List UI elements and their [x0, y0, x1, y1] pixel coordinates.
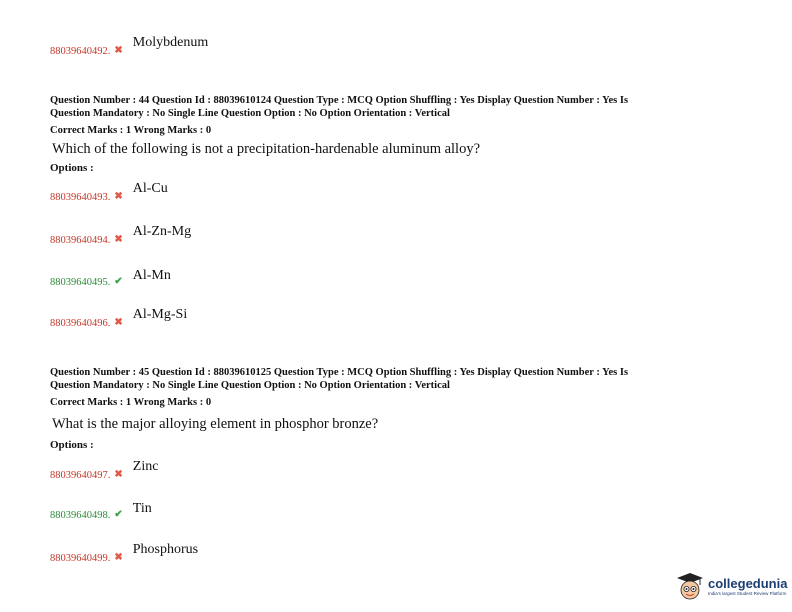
option-text: Phosphorus: [132, 542, 199, 557]
option-row: [50, 499, 152, 521]
question-meta-line: Question Mandatory : No Single Line Question Option : No Option Orientation : Vertical: [50, 108, 450, 119]
option-text: Al-Cu: [132, 181, 168, 196]
option-id: 88039640494.: [50, 235, 111, 246]
option-id: 88039640495.: [50, 277, 111, 288]
question-meta-line: Question Mandatory : No Single Line Question Option : No Option Orientation : Vertical: [50, 380, 450, 391]
check-icon: ✔: [114, 508, 123, 520]
option-id: 88039640492.: [50, 46, 111, 57]
logo-name: collegedunia: [708, 576, 788, 592]
question-meta: [50, 94, 750, 120]
option-text: Al-Mg-Si: [132, 307, 188, 322]
options-label: Options :: [50, 162, 94, 174]
option-id: 88039640499.: [50, 553, 111, 564]
option-id: 88039640497.: [50, 470, 111, 481]
question-marks: Correct Marks : 1 Wrong Marks : 0: [50, 397, 212, 408]
cross-icon: ✖: [114, 468, 123, 480]
options-label: Options :: [50, 439, 94, 451]
option-text: Al-Mn: [132, 268, 171, 283]
option-id: 88039640496.: [50, 318, 111, 329]
cross-icon: ✖: [114, 190, 123, 202]
cross-icon: ✖: [114, 44, 123, 56]
option-id: 88039640493.: [50, 192, 111, 203]
cross-icon: ✖: [114, 551, 123, 563]
question-meta: [50, 366, 750, 392]
question-meta-line: Question Number : 45 Question Id : 88039610125 Question Type : MCQ Option Shuffling : Yes Display Question Number : Yes Is: [50, 367, 629, 378]
logo-tagline: India's largest Student Review Platform: [708, 591, 787, 597]
option-row: [50, 305, 188, 329]
option-row: [50, 540, 199, 564]
question-marks: Correct Marks : 1 Wrong Marks : 0: [50, 125, 212, 136]
cross-icon: ✖: [114, 233, 123, 245]
collegedunia-logo: [676, 572, 787, 602]
question-meta-line: Question Number : 44 Question Id : 88039610124 Question Type : MCQ Option Shuffling : Yes Display Question Number : Yes Is: [50, 95, 629, 106]
option-text: Molybdenum: [132, 35, 209, 50]
option-row: [50, 457, 159, 481]
option-text: Zinc: [132, 459, 159, 474]
option-text: Tin: [132, 501, 152, 516]
question-text: Which of the following is not a precipitation-hardenable aluminum alloy?: [52, 141, 481, 157]
option-row: [50, 179, 168, 203]
option-text: Al-Zn-Mg: [132, 224, 192, 239]
question-text: What is the major alloying element in phosphor bronze?: [52, 416, 379, 432]
option-row: [50, 222, 192, 246]
check-icon: ✔: [114, 275, 123, 287]
option-row: [50, 266, 171, 288]
cross-icon: ✖: [114, 316, 123, 328]
graduate-mascot-icon: [676, 572, 704, 602]
option-row: [50, 33, 209, 57]
option-id: 88039640498.: [50, 510, 111, 521]
